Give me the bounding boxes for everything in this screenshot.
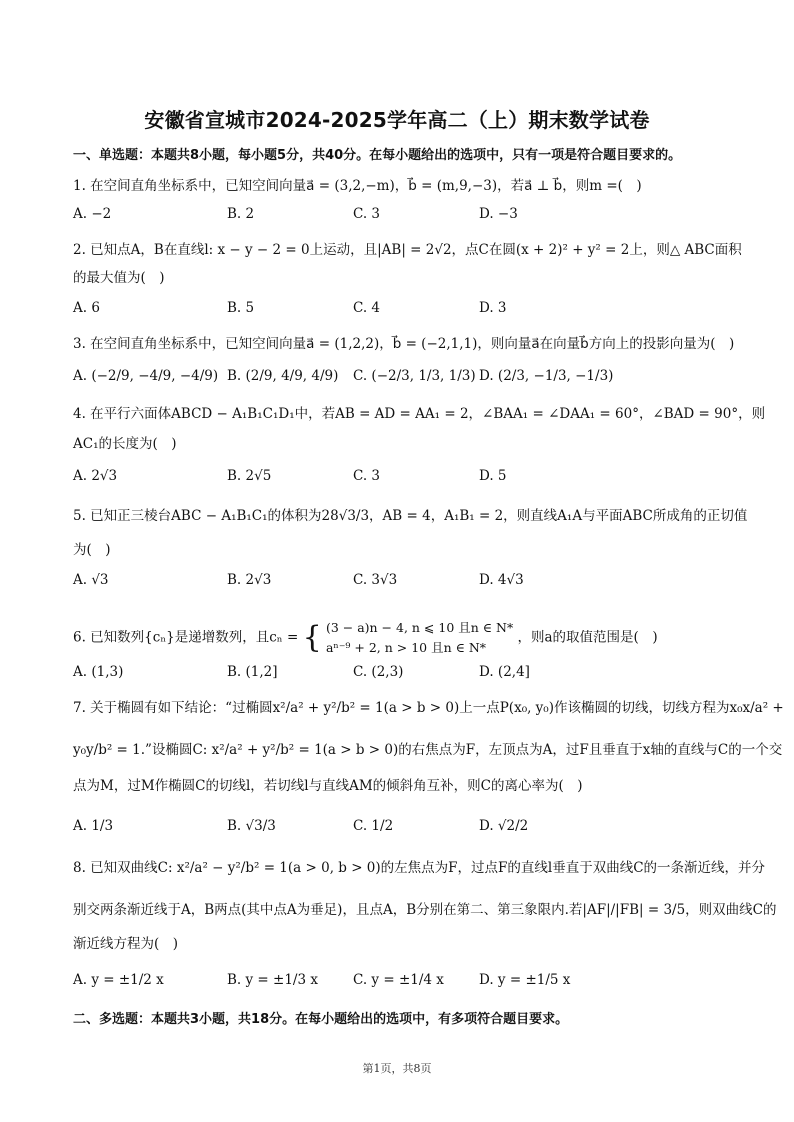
question-8-stem-cont: 别交两条渐近线于A，B两点(其中点A为垂足)，且点A，B分别在第二、第三象限内.若|AF|/|FB| = 3/5，则双曲线C的 — [73, 902, 777, 918]
section-multiple-choice-heading: 二、多选题：本题共3小题，共18分。在每小题给出的选项中，有多项符合题目要求。 — [73, 1012, 569, 1027]
option-c: C. 3√3 — [353, 572, 398, 588]
option-a: A. 6 — [73, 300, 100, 316]
question-6-stem-lead: 6. 已知数列{cₙ}是递增数列，且cₙ = — [73, 629, 299, 646]
option-a: A. (−2/9, −4/9, −4/9) — [73, 368, 219, 384]
piecewise-cases — [326, 618, 513, 658]
question-7-stem: 7. 关于椭圆有如下结论：“过椭圆x²/a² + y²/b² = 1(a > b > 0)上一点P(x₀, y₀)作该椭圆的切线，切线方程为x₀x/a² + — [73, 700, 784, 716]
option-c: C. 4 — [353, 300, 381, 316]
question-7-stem-cont-2: 点为M，过M作椭圆C的切线l，若切线l与直线AM的倾斜角互补，则C的离心率为( ) — [73, 778, 583, 794]
option-b: B. 2√5 — [227, 468, 272, 484]
option-b: B. 2√3 — [227, 572, 272, 588]
question-8-stem: 8. 已知双曲线C: x²/a² − y²/b² = 1(a > 0, b > 0)的左焦点为F，过点F的直线l垂直于双曲线C的一条渐近线，并分 — [73, 860, 766, 876]
question-5-stem-cont: 为( ) — [73, 542, 111, 558]
option-b: B. √3/3 — [227, 818, 276, 834]
question-3-stem: 3. 在空间直角坐标系中，已知空间向量a⃗ = (1,2,2)，b⃗ = (−2,1,1)，则向量a⃗在向量b⃗方向上的投影向量为( ) — [73, 336, 735, 352]
piecewise-case-1: (3 − a)n − 4, n ⩽ 10 且n ∈ N* — [325, 620, 514, 635]
question-5-stem: 5. 已知正三棱台ABC − A₁B₁C₁的体积为28√3/3，AB = 4，A₁B₁ = 2，则直线A₁A与平面ABC所成角的正切值 — [73, 508, 748, 524]
option-b: B. (2/9, 4/9, 4/9) — [227, 368, 339, 384]
option-c: C. (2,3) — [353, 664, 404, 680]
question-4-stem: 4. 在平行六面体ABCD − A₁B₁C₁D₁中，若AB = AD = AA₁ = 2，∠BAA₁ = ∠DAA₁ = 60°，∠BAD = 90°，则 — [73, 406, 766, 422]
page-footer: 第1页，共8页 — [362, 1062, 432, 1075]
option-a: A. (1,3) — [73, 664, 124, 680]
piecewise-brace: { — [302, 620, 322, 655]
piecewise-case-2: aⁿ⁻⁹ + 2, n > 10 且n ∈ N* — [325, 640, 487, 655]
option-a: A. √3 — [73, 572, 109, 588]
question-4-options — [73, 468, 723, 488]
question-2-stem-cont: 的最大值为( ) — [73, 270, 165, 286]
option-a: A. 2√3 — [73, 468, 118, 484]
question-4-stem-cont: AC₁的长度为( ) — [73, 436, 177, 452]
exam-title: 安徽省宣城市2024-2025学年高二（上）期末数学试卷 — [144, 108, 650, 132]
option-a: A. y = ±1/2 x — [73, 972, 164, 988]
option-a: A. −2 — [73, 206, 112, 222]
option-d: D. (2,4] — [479, 664, 530, 680]
option-d: D. 4√3 — [479, 572, 524, 588]
option-d: D. y = ±1/5 x — [479, 972, 571, 988]
question-5-options — [73, 572, 723, 592]
question-1-options — [73, 206, 723, 226]
question-6-stem — [73, 618, 723, 658]
option-d: D. 5 — [479, 468, 507, 484]
option-b: B. 5 — [227, 300, 255, 316]
section-single-choice-heading: 一、单选题：本题共8小题，每小题5分，共40分。在每小题给出的选项中，只有一项是符合题目要求的。 — [73, 148, 682, 163]
question-1-stem: 1. 在空间直角坐标系中，已知空间向量a⃗ = (3,2,−m)，b⃗ = (m,9,−3)，若a⃗ ⊥ b⃗，则m =( ) — [73, 178, 642, 194]
question-3-options — [73, 368, 723, 388]
option-d: D. −3 — [479, 206, 518, 222]
option-c: C. 3 — [353, 468, 381, 484]
question-2-stem: 2. 已知点A，B在直线l: x − y − 2 = 0上运动，且|AB| = 2√2，点C在圆(x + 2)² + y² = 2上，则△ ABC面积 — [73, 242, 742, 258]
option-d: D. √2/2 — [479, 818, 529, 834]
question-7-stem-cont: y₀y/b² = 1.”设椭圆C: x²/a² + y²/b² = 1(a > b > 0)的右焦点为F，左顶点为A，过F且垂直于x轴的直线与C的一个交 — [73, 742, 783, 758]
option-b: B. (1,2] — [227, 664, 278, 680]
question-2-options — [73, 300, 723, 320]
option-c: C. (−2/3, 1/3, 1/3) — [353, 368, 476, 384]
option-c: C. 1/2 — [353, 818, 394, 834]
option-d: D. (2/3, −1/3, −1/3) — [479, 368, 614, 384]
question-6-options — [73, 664, 723, 684]
question-6-stem-tail: ，则a的取值范围是( ) — [517, 629, 658, 646]
option-a: A. 1/3 — [73, 818, 114, 834]
option-c: C. 3 — [353, 206, 381, 222]
option-c: C. y = ±1/4 x — [353, 972, 444, 988]
question-8-stem-cont-2: 渐近线方程为( ) — [73, 936, 179, 952]
option-b: B. y = ±1/3 x — [227, 972, 318, 988]
option-d: D. 3 — [479, 300, 507, 316]
question-8-options — [73, 972, 723, 992]
question-7-options — [73, 818, 723, 838]
option-b: B. 2 — [227, 206, 255, 222]
